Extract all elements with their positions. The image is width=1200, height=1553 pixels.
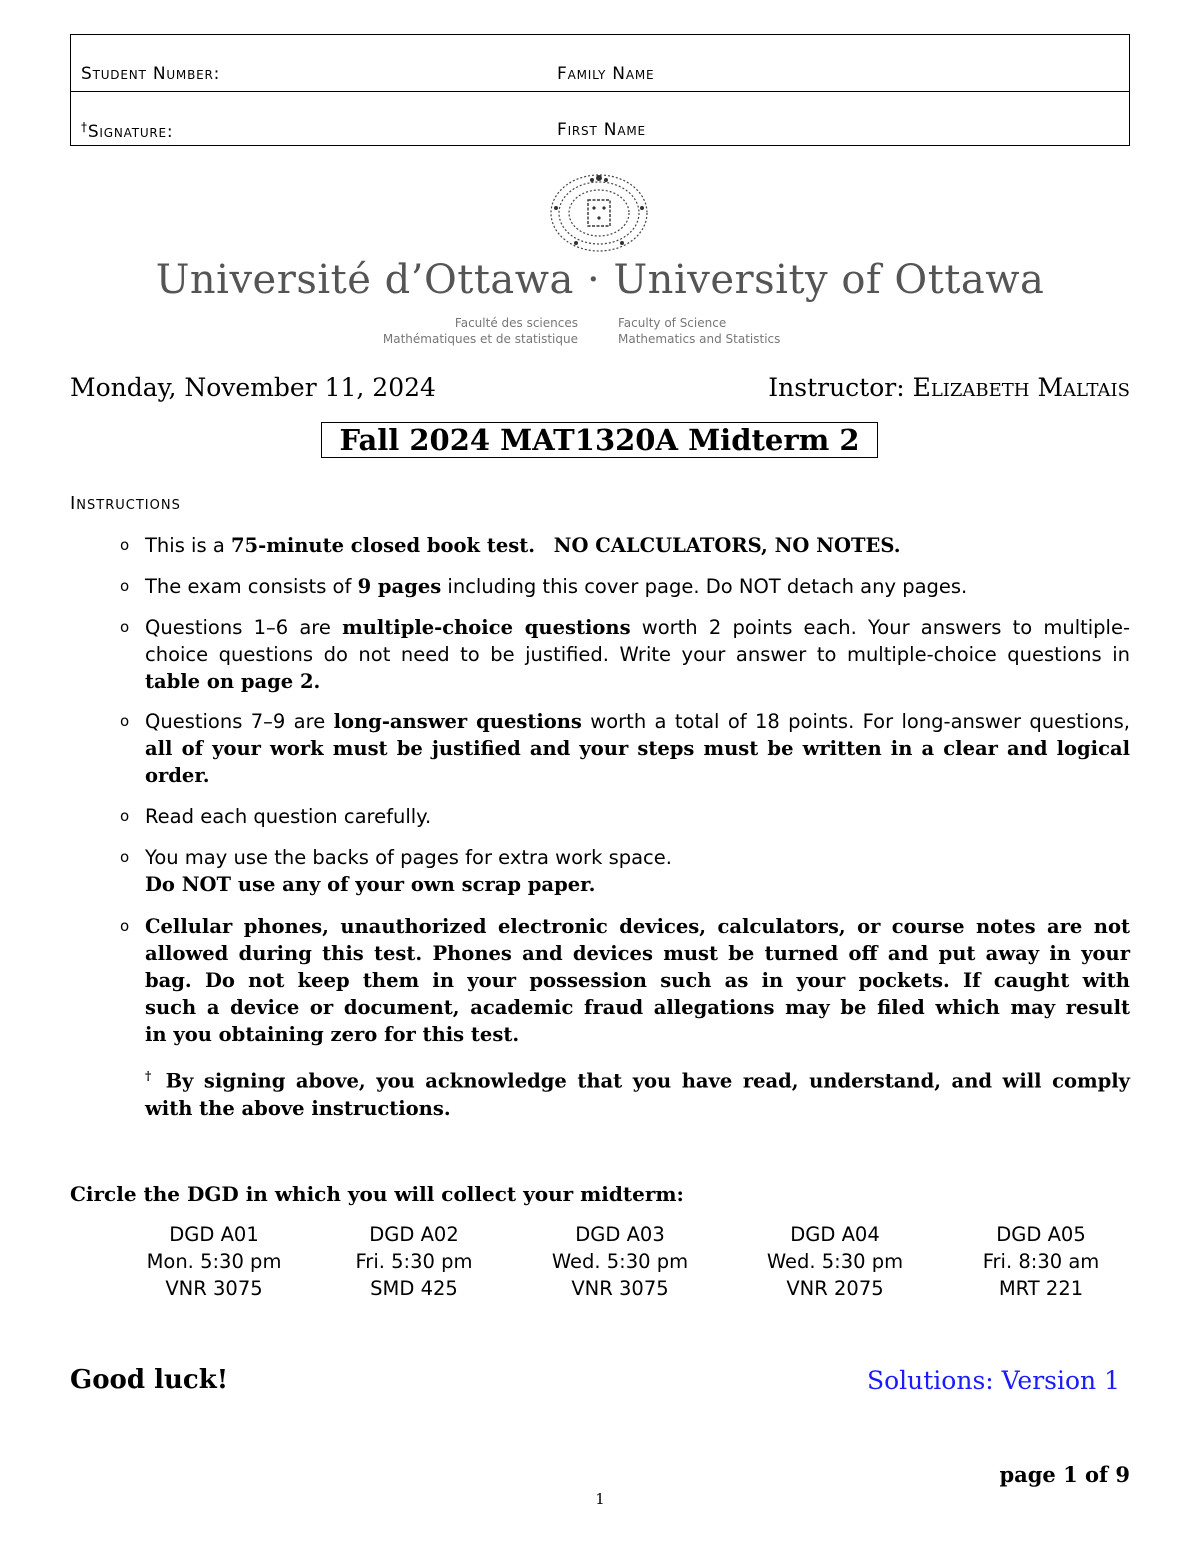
page-of-total: page 1 of 9 — [999, 1462, 1130, 1487]
dgd-room: SMD 425 — [370, 1277, 458, 1300]
bullet-mark: o — [120, 712, 130, 730]
instruction-bold-text: in you obtaining zero for this test. — [145, 1023, 520, 1046]
faculty-en-line-2: Mathematics and Statistics — [618, 332, 781, 346]
faculty-name-fr — [383, 315, 578, 347]
dgd-heading: Circle the DGD in which you will collect your midterm: — [70, 1182, 684, 1206]
acknowledgement-dagger: † — [145, 1069, 156, 1083]
id-row-1 — [71, 35, 1129, 92]
dgd-name: DGD A01 — [169, 1223, 259, 1246]
instruction-text: You may use the backs of pages for extra work space. — [145, 846, 672, 869]
instructor — [768, 373, 1130, 402]
bullet-mark: o — [120, 577, 130, 595]
instruction-text: choice questions do not need to be justified. Write your answer to multiple-choice questions in — [145, 643, 1130, 666]
instruction-bold-text: bag. Do not keep them in your possession such as in your pockets. If caught with — [145, 969, 1130, 992]
dgd-option-a02[interactable] — [324, 1221, 504, 1302]
instruction-text: including this cover page. Do NOT detach any pages. — [447, 575, 968, 598]
signature-field-label — [81, 120, 173, 142]
dgd-time: Wed. 5:30 pm — [766, 1250, 904, 1273]
dgd-time: Mon. 5:30 pm — [146, 1250, 282, 1273]
good-luck-text: Good luck! — [70, 1365, 229, 1395]
instruction-bold-text: long-answer questions — [333, 710, 582, 733]
university-wordmark: Université d’Ottawa · University of Ottawa — [155, 257, 1045, 303]
instructor-label: Instructor: — [768, 373, 905, 402]
instruction-bold-text: 9 pages — [357, 575, 442, 598]
instruction-bold-text: 75-minute closed book test. — [230, 534, 536, 557]
signature-dagger: † — [81, 120, 88, 134]
instruction-bold-text: allowed during this test. Phones and devices must be turned off and put away in your — [145, 942, 1130, 965]
dgd-room: VNR 2075 — [786, 1277, 884, 1300]
instruction-text: worth a total of 18 points. For long-answer questions, — [590, 710, 1130, 733]
instruction-bold-text: NO CALCULATORS, NO NOTES. — [553, 534, 901, 557]
exam-date: Monday, November 11, 2024 — [70, 373, 436, 402]
faculty-name-en — [618, 315, 780, 347]
dgd-room: VNR 3075 — [571, 1277, 669, 1300]
instruction-text: This is a — [145, 534, 225, 557]
student-number-label: Student Number: — [81, 64, 221, 84]
instruction-text: worth 2 points each. Your answers to multiple- — [641, 616, 1131, 639]
instruction-bold-text: all of your work must be justified and your steps must be written in a clear and logical — [145, 737, 1130, 760]
instruction-bold-text: By signing above, you acknowledge that you have read, understand, and will comply — [165, 1069, 1130, 1093]
bullet-mark: o — [120, 917, 130, 935]
instructor-name: Elizabeth Maltais — [912, 373, 1130, 402]
dgd-name: DGD A03 — [575, 1223, 665, 1246]
dgd-option-a05[interactable] — [951, 1221, 1131, 1302]
id-row-2 — [71, 91, 1129, 147]
instruction-bold-text: table on page 2. — [145, 670, 321, 693]
solutions-version-label: Solutions: Version 1 — [866, 1366, 1120, 1395]
family-name-label: Family Name — [557, 64, 655, 84]
instruction-bold-text: order. — [145, 764, 210, 787]
instruction-bold-text: with the above instructions. — [145, 1096, 451, 1120]
instruction-bold-text: Do NOT use any of your own scrap paper. — [145, 873, 596, 896]
instructions-heading: Instructions — [70, 493, 181, 514]
instruction-text: Questions 7–9 are — [145, 710, 326, 733]
bullet-mark: o — [120, 536, 130, 554]
bullet-mark: o — [120, 807, 130, 825]
dgd-time: Fri. 8:30 am — [982, 1250, 1100, 1273]
instruction-text: The exam consists of — [145, 575, 352, 598]
instruction-bold-text: Cellular phones, unauthorized electronic devices, calculators, or course notes are not — [145, 915, 1130, 938]
instruction-text: Read each question carefully. — [145, 805, 432, 828]
dgd-name: DGD A04 — [790, 1223, 880, 1246]
dgd-option-a04[interactable] — [745, 1221, 925, 1302]
exam-title: Fall 2024 MAT1320A Midterm 2 — [321, 422, 878, 458]
dgd-option-a01[interactable] — [124, 1221, 304, 1302]
first-name-label: First Name — [557, 120, 646, 140]
dgd-name: DGD A05 — [996, 1223, 1086, 1246]
page-number: 1 — [595, 1490, 605, 1508]
university-seal-icon — [546, 168, 652, 258]
bullet-mark: o — [120, 848, 130, 866]
instruction-text: Questions 1–6 are — [145, 616, 331, 639]
faculty-en-line-1: Faculty of Science — [618, 316, 727, 330]
faculty-fr-line-1: Faculté des sciences — [454, 316, 578, 330]
dgd-option-a03[interactable] — [530, 1221, 710, 1302]
dgd-room: VNR 3075 — [165, 1277, 263, 1300]
bullet-mark: o — [120, 618, 130, 636]
instruction-bold-text: multiple-choice questions — [342, 616, 631, 639]
instruction-bold-text: such a device or document, academic fraud allegations may be filed which may result — [145, 996, 1130, 1019]
dgd-time: Wed. 5:30 pm — [551, 1250, 689, 1273]
signature-label: Signature: — [87, 122, 174, 142]
student-id-table — [70, 34, 1130, 146]
faculty-fr-line-2: Mathématiques et de statistique — [382, 332, 578, 346]
dgd-name: DGD A02 — [369, 1223, 459, 1246]
dgd-time: Fri. 5:30 pm — [355, 1250, 473, 1273]
dgd-room: MRT 221 — [998, 1277, 1084, 1300]
